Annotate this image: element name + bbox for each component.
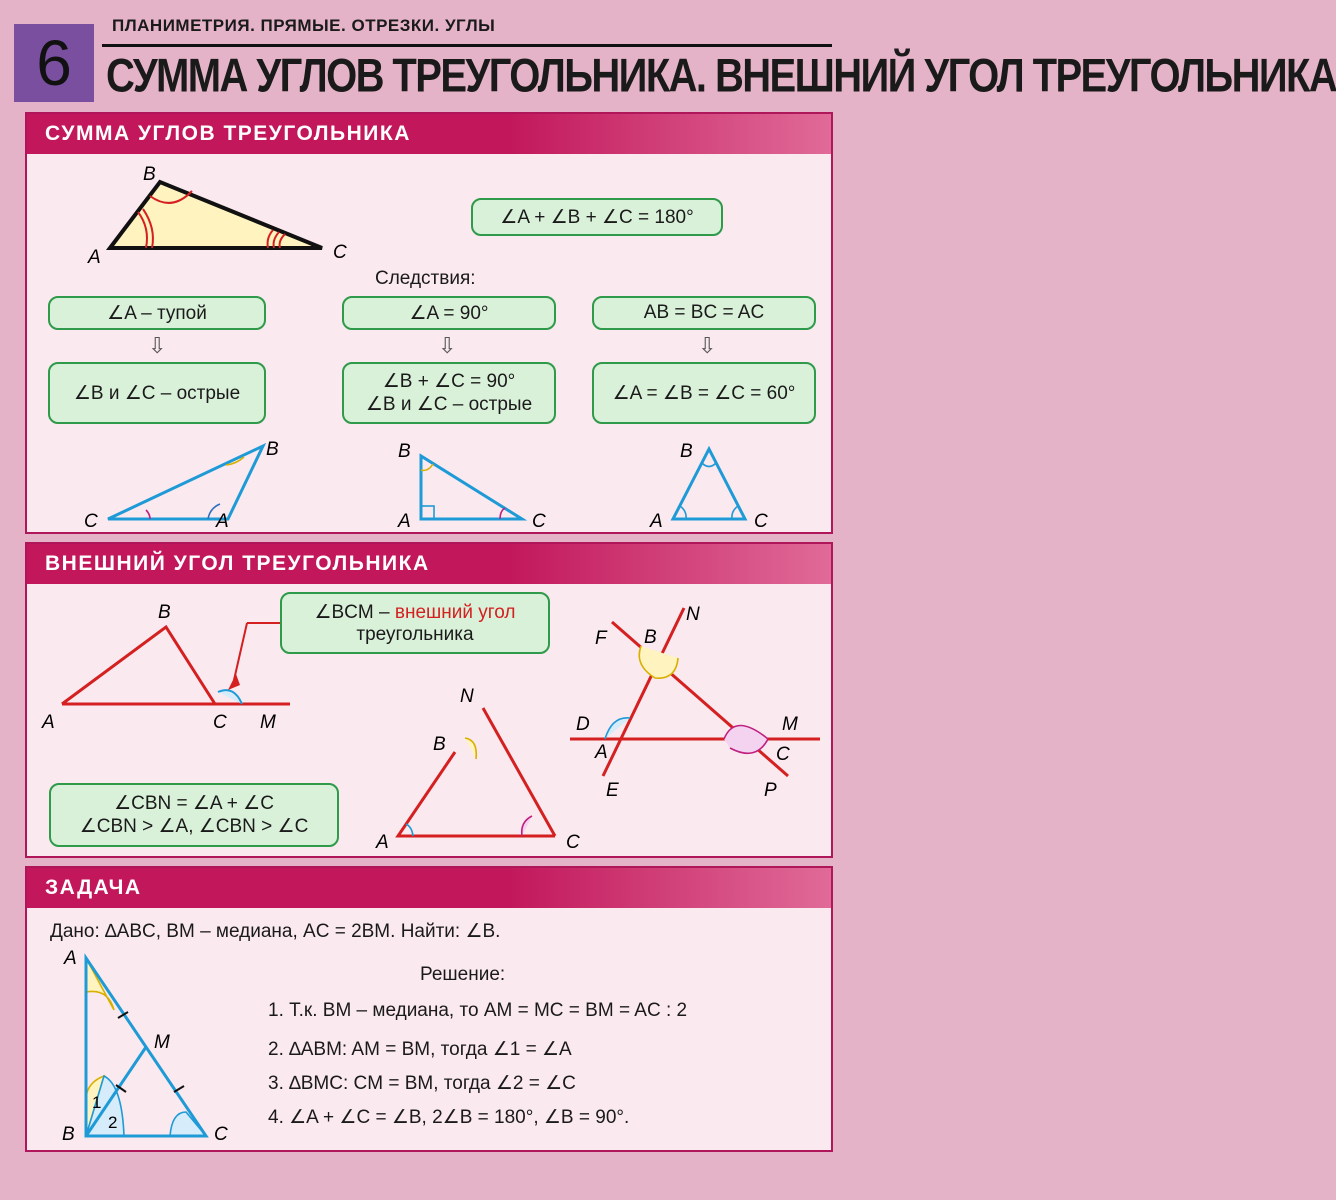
exterior-angle-callout: ∠BCM – внешний угол треугольника xyxy=(280,592,550,654)
page-title: СУММА УГЛОВ ТРЕУГОЛЬНИКА. ВНЕШНИЙ УГОЛ ТРЕУГОЛЬНИКА xyxy=(106,50,1336,102)
label-c: C xyxy=(776,744,790,765)
condition-obtuse: ∠A – тупой xyxy=(48,296,266,330)
section-heading: СУММА УГЛОВ ТРЕУГОЛЬНИКА xyxy=(27,114,831,154)
angle-arc-a-mid xyxy=(406,824,413,836)
label-a: A xyxy=(595,742,608,763)
label-m: M xyxy=(154,1032,170,1053)
vertex-label-a: A xyxy=(650,511,663,532)
solution-step: 4. ∠A + ∠C = ∠B, 2∠B = 180°, ∠B = 90°. xyxy=(268,1107,630,1128)
vertex-label-b: B xyxy=(680,441,693,462)
vertex-label-a: A xyxy=(216,511,229,532)
label-m: M xyxy=(260,712,276,733)
label-n: N xyxy=(460,686,474,707)
label-n: N xyxy=(686,604,700,625)
triangle-right xyxy=(421,456,522,519)
lesson-number-badge: 6 xyxy=(14,24,94,102)
vertex-label-b: B xyxy=(266,439,279,460)
problem-figure xyxy=(0,940,260,1150)
line-fp xyxy=(612,622,788,776)
exterior-angle-formulas: ∠CBN = ∠A + ∠C ∠CBN > ∠A, ∠CBN > ∠C xyxy=(49,783,339,847)
vertex-label-a: A xyxy=(398,511,411,532)
condition-equilateral: AB = BC = AC xyxy=(592,296,816,330)
label-2: 2 xyxy=(108,1113,118,1132)
angle-arc-c-mid xyxy=(522,816,532,836)
exterior-angle-arc xyxy=(218,690,242,704)
label-b: B xyxy=(62,1124,75,1145)
label-e: E xyxy=(606,780,619,801)
label-p: P xyxy=(764,780,777,801)
vertex-label-c: C xyxy=(532,511,546,532)
angle-sum-formula: ∠A + ∠B + ∠C = 180° xyxy=(471,198,723,236)
arrow-down-icon: ⇩ xyxy=(148,333,167,358)
label-d: D xyxy=(576,714,590,735)
condition-right: ∠A = 90° xyxy=(342,296,556,330)
triangle-obtuse xyxy=(108,446,263,519)
label-c: C xyxy=(566,832,580,853)
result-right: ∠B + ∠C = 90° ∠B и ∠C – острые xyxy=(342,362,556,424)
section-heading: ЗАДАЧА xyxy=(27,868,831,908)
solution-step: 2. ∆ABM: AM = BM, тогда ∠1 = ∠A xyxy=(268,1039,572,1060)
section-heading: ВНЕШНИЙ УГОЛ ТРЕУГОЛЬНИКА xyxy=(27,544,831,584)
triangle-abc-exterior xyxy=(62,627,215,704)
line-cn xyxy=(483,708,555,836)
corollaries-label: Следствия: xyxy=(375,268,476,289)
supertitle: ПЛАНИМЕТРИЯ. ПРЯМЫЕ. ОТРЕЗКИ. УГЛЫ xyxy=(112,16,496,35)
label-b: B xyxy=(644,627,657,648)
vertex-label-b: B xyxy=(398,441,411,462)
result-obtuse: ∠B и ∠C – острые xyxy=(48,362,266,424)
angle-arc-eq-c xyxy=(732,506,738,519)
arrow-down-icon: ⇩ xyxy=(698,333,717,358)
vertex-label-b: B xyxy=(143,164,156,185)
angle-arc-c-problem xyxy=(170,1112,206,1136)
solution-step: 1. Т.к. BM – медиана, то AM = MC = BM = AC : 2 xyxy=(268,1000,688,1021)
label-b: B xyxy=(433,734,446,755)
solution-label: Решение: xyxy=(420,964,506,985)
vertex-label-a: A xyxy=(88,247,101,268)
label-f: F xyxy=(595,628,607,649)
label-c: C xyxy=(213,712,227,733)
callout-pointer xyxy=(234,623,247,680)
arrow-down-icon: ⇩ xyxy=(438,333,457,358)
vertex-label-c: C xyxy=(333,242,347,263)
exterior-angle-arc-n xyxy=(465,738,476,759)
label-a: A xyxy=(64,948,77,969)
angle-arc-b-top xyxy=(639,646,678,678)
label-c: C xyxy=(214,1124,228,1145)
label-1: 1 xyxy=(92,1093,102,1112)
label-a: A xyxy=(42,712,55,733)
angle-arc-c-right xyxy=(724,726,768,754)
problem-given: Дано: ∆ABC, BM – медиана, AC = 2BM. Найти: ∠B. xyxy=(50,921,501,942)
vertex-label-c: C xyxy=(84,511,98,532)
angle-arc-right-b xyxy=(421,464,433,470)
right-angle-mark xyxy=(421,506,434,519)
triangle-abc-main xyxy=(110,182,322,248)
angle-arc-eq-a xyxy=(680,506,686,519)
result-equilateral: ∠A = ∠B = ∠C = 60° xyxy=(592,362,816,424)
label-m: M xyxy=(782,714,798,735)
solution-step: 3. ∆BMC: CM = BM, тогда ∠2 = ∠C xyxy=(268,1073,576,1094)
label-b: B xyxy=(158,602,171,623)
angle-arc-eq-b xyxy=(702,463,716,467)
vertex-label-c: C xyxy=(754,511,768,532)
label-a: A xyxy=(376,832,389,853)
